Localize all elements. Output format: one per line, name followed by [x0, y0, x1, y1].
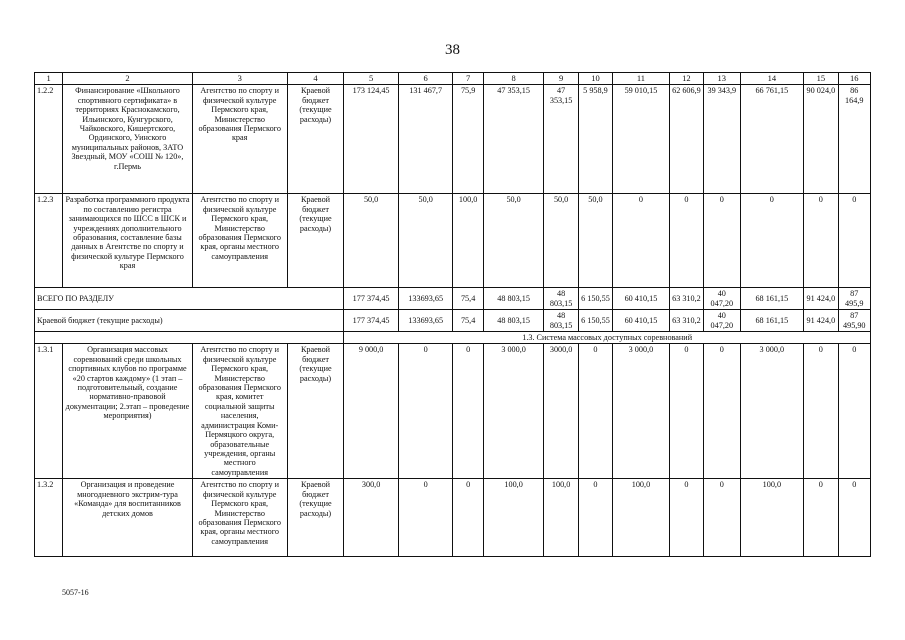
column-number: 10 [578, 73, 612, 85]
total-value: 75,4 [453, 288, 483, 310]
row-value: 131 467,7 [398, 85, 453, 194]
row-value: 0 [669, 479, 703, 557]
total-row [35, 288, 871, 310]
column-number: 6 [398, 73, 453, 85]
table-row [35, 479, 871, 557]
column-number: 12 [669, 73, 703, 85]
row-name: Организация и проведение многодневного экстрим-тура «Команда» для воспитанников детских домов [63, 479, 192, 557]
row-value: 100,0 [613, 479, 670, 557]
row-value: 0 [613, 194, 670, 288]
table-row [35, 85, 871, 194]
table-row [35, 194, 871, 288]
row-value: 3 000,0 [613, 344, 670, 479]
budget-table [34, 72, 871, 557]
row-source: Краевой бюджет (текущие расходы) [287, 85, 344, 194]
total-value: 48 803,15 [483, 310, 544, 332]
row-value: 50,0 [344, 194, 399, 288]
total-label: ВСЕГО ПО РАЗДЕЛУ [35, 288, 344, 310]
page-number: 38 [445, 42, 460, 58]
row-value: 0 [704, 344, 740, 479]
row-value: 0 [804, 344, 838, 479]
row-value: 0 [804, 194, 838, 288]
column-number: 9 [544, 73, 578, 85]
row-value: 0 [704, 479, 740, 557]
row-name: Разработка программного продукта по составлению регистра занимающихся по ШСС в ШСК и учреждениях дополнительного образования, составление базы данных в Агентстве по спорту и физической культуре Пермского края [63, 194, 192, 288]
column-number: 11 [613, 73, 670, 85]
total-value: 91 424,0 [804, 288, 838, 310]
row-executor: Агентство по спорту и физической культуре Пермского края, Министерство образования Пермского края, комитет социальной защиты населения, администрация Коми-Пермяцкого округа, образовательные учреждения, органы местного самоуправления [192, 344, 287, 479]
row-value: 50,0 [544, 194, 578, 288]
row-value: 3 000,0 [483, 344, 544, 479]
row-source: Краевой бюджет (текущие расходы) [287, 194, 344, 288]
row-value: 173 124,45 [344, 85, 399, 194]
row-value: 5 958,9 [578, 85, 612, 194]
total-value: 87 495,90 [838, 310, 870, 332]
row-value: 300,0 [344, 479, 399, 557]
total-value: 40 047,20 [704, 288, 740, 310]
row-value: 0 [453, 479, 483, 557]
row-value: 100,0 [453, 194, 483, 288]
row-value: 0 [453, 344, 483, 479]
row-value: 0 [838, 344, 870, 479]
total-value: 91 424,0 [804, 310, 838, 332]
total-value: 63 310,2 [669, 288, 703, 310]
total-row [35, 310, 871, 332]
row-value: 0 [740, 194, 804, 288]
row-value: 50,0 [483, 194, 544, 288]
total-value: 40 047,20 [704, 310, 740, 332]
column-number: 13 [704, 73, 740, 85]
row-value: 0 [578, 479, 612, 557]
total-value: 6 150,55 [578, 310, 612, 332]
section-title: 1.3. Система массовых доступных соревнований [344, 332, 871, 344]
total-label: Краевой бюджет (текущие расходы) [35, 310, 344, 332]
row-value: 0 [704, 194, 740, 288]
total-value: 48 803,15 [544, 310, 578, 332]
row-executor: Агентство по спорту и физической культуре Пермского края, Министерство образования Пермского края [192, 85, 287, 194]
row-value: 0 [578, 344, 612, 479]
row-value: 3 000,0 [740, 344, 804, 479]
total-value: 6 150,55 [578, 288, 612, 310]
row-value: 0 [669, 344, 703, 479]
total-value: 133693,65 [398, 310, 453, 332]
total-value: 48 803,15 [544, 288, 578, 310]
column-number: 14 [740, 73, 804, 85]
total-value: 63 310,2 [669, 310, 703, 332]
column-number: 4 [287, 73, 344, 85]
row-value: 47 353,15 [544, 85, 578, 194]
row-value: 75,9 [453, 85, 483, 194]
section-row [35, 332, 871, 344]
column-number: 8 [483, 73, 544, 85]
total-value: 87 495,9 [838, 288, 870, 310]
row-value: 0 [804, 479, 838, 557]
row-value: 59 010,15 [613, 85, 670, 194]
row-value: 86 164,9 [838, 85, 870, 194]
row-value: 3000,0 [544, 344, 578, 479]
column-number: 7 [453, 73, 483, 85]
column-number: 15 [804, 73, 838, 85]
total-value: 133693,65 [398, 288, 453, 310]
column-number: 1 [35, 73, 63, 85]
total-value: 177 374,45 [344, 310, 399, 332]
row-value: 0 [398, 479, 453, 557]
row-value: 47 353,15 [483, 85, 544, 194]
row-id: 1.3.1 [35, 344, 63, 479]
row-value: 62 606,9 [669, 85, 703, 194]
row-value: 90 024,0 [804, 85, 838, 194]
total-value: 75,4 [453, 310, 483, 332]
total-value: 177 374,45 [344, 288, 399, 310]
column-number: 16 [838, 73, 870, 85]
row-value: 50,0 [398, 194, 453, 288]
row-name: Финансирование «Школьного спортивного сертификата» в территориях Краснокамского, Ильинского, Кунгурского, Чайковского, Кишертского, Ординского, Уинского муниципальных районов, ЗАТО Звездный, МОУ «СОШ № 120», г.Пермь [63, 85, 192, 194]
row-value: 100,0 [483, 479, 544, 557]
row-value: 39 343,9 [704, 85, 740, 194]
section-spacer [35, 332, 344, 344]
row-value: 0 [838, 194, 870, 288]
total-value: 68 161,15 [740, 310, 804, 332]
column-number: 5 [344, 73, 399, 85]
row-value: 50,0 [578, 194, 612, 288]
row-value: 100,0 [740, 479, 804, 557]
header-row [35, 73, 871, 85]
row-value: 9 000,0 [344, 344, 399, 479]
total-value: 60 410,15 [613, 310, 670, 332]
row-id: 1.3.2 [35, 479, 63, 557]
row-id: 1.2.3 [35, 194, 63, 288]
row-id: 1.2.2 [35, 85, 63, 194]
total-value: 68 161,15 [740, 288, 804, 310]
total-value: 48 803,15 [483, 288, 544, 310]
table-row [35, 344, 871, 479]
row-executor: Агентство по спорту и физической культуре Пермского края, Министерство образования Пермского края, органы местного самоуправления [192, 479, 287, 557]
column-number: 2 [63, 73, 192, 85]
row-value: 0 [838, 479, 870, 557]
row-executor: Агентство по спорту и физической культуре Пермского края, Министерство образования Пермского края, органы местного самоуправления [192, 194, 287, 288]
row-source: Краевой бюджет (текущие расходы) [287, 344, 344, 479]
row-value: 100,0 [544, 479, 578, 557]
column-number: 3 [192, 73, 287, 85]
document-code: 5057-16 [62, 588, 89, 597]
row-value: 0 [398, 344, 453, 479]
row-source: Краевой бюджет (текущие расходы) [287, 479, 344, 557]
total-value: 60 410,15 [613, 288, 670, 310]
row-value: 0 [669, 194, 703, 288]
row-value: 66 761,15 [740, 85, 804, 194]
row-name: Организация массовых соревнований среди школьных спортивных клубов по программе «20 стартов каждому» (1 этап – подготовительный, создание нормативно-правовой документации; 2.этап – проведение мероприятия) [63, 344, 192, 479]
